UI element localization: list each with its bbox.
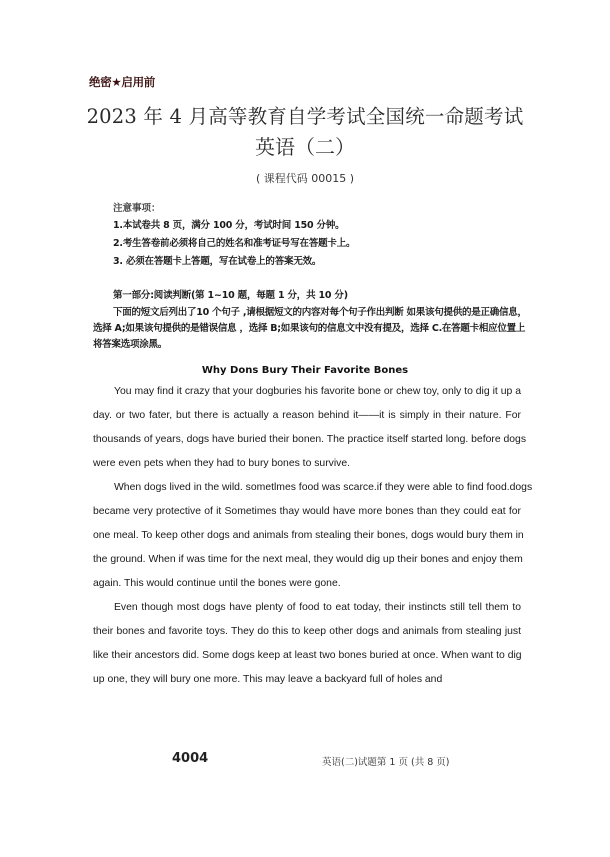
exam-subtitle: 英语（二） [255,135,355,159]
note-item: 3. 必须在答题卡上答题，写在试卷上的答案无效。 [113,256,322,267]
passage-line: day. or two fater, but there is actually a reason behind it——it is simply in their nature. For [93,410,521,421]
exam-title: 2023 年 4 月高等教育自学考试全国统一命题考试 [86,105,524,128]
secret-label: 绝密★启用前 [89,75,156,89]
note-item: 1.本试卷共 8 页，满分 100 分，考试时间 150 分钟。 [113,220,345,231]
notes-heading: 注意事项： [113,203,161,214]
passage-line: up one, they will bury one more. This may leave a backyard full of holes and [93,674,443,685]
footer-exam-code: 4004 [172,751,209,766]
passage-line: Even though most dogs have plenty of food to eat today, their instincts still tell them to [114,602,521,613]
passage-line: again. This would continue until the bones were gone. [93,578,341,589]
passage-line: You may find it crazy that your dogburies his favorite bone or chew toy, only to dig it up a [114,386,521,397]
part1-heading: 第一部分:阅读判断(第 1~10 题，每题 1 分，共 10 分) [113,290,348,301]
part1-instruction: 将答案选项涂黑。 [93,339,168,350]
course-code: ( 课程代码 00015 ) [255,172,355,185]
passage-line: their bones and favorite toys. They do this to keep other dogs and animals from stealing just [93,626,521,637]
passage-line: one meal. To keep other dogs and animals from stealing their bones, dogs would bury them in [93,530,524,541]
note-item: 2.考生答卷前必须将自己的姓名和准考证号写在答题卡上。 [113,238,356,249]
passage-title: Why Dons Bury Their Favorite Bones [201,365,409,376]
passage-line: the ground. When if was time for the next meal, they would dig up their bones and enjoy them [93,554,523,565]
passage-line: became very protective of it Sometimes thay would have more bones than they could eat for [93,506,521,517]
passage-line: When dogs lived in the wild. sometlmes food was scarce.if they were able to find food.dogs [114,482,533,493]
passage-line: thousands of years, dogs have buried their bonen. The practice itself started long. before dogs [93,434,527,445]
part1-instruction: 下面的短文后列出了10 个句子 ,请根据短文的内容对每个句子作出判断 如果该句提供的是正确信息， [113,307,527,318]
passage-line: like their ancestors did. Some dogs keep at least two bones buried at once. When want to dig [93,650,522,661]
footer-page-label: 英语(二)试题第 1 页 (共 8 页) [322,757,450,768]
passage-line: were even pets when they had to bury bones to survive. [93,458,351,469]
part1-instruction: 选择 A;如果该句提供的是错误信息 ，选择 B;如果该句的信息文中没有提及，选择 C.在答题卡相应位置上 [93,323,526,334]
